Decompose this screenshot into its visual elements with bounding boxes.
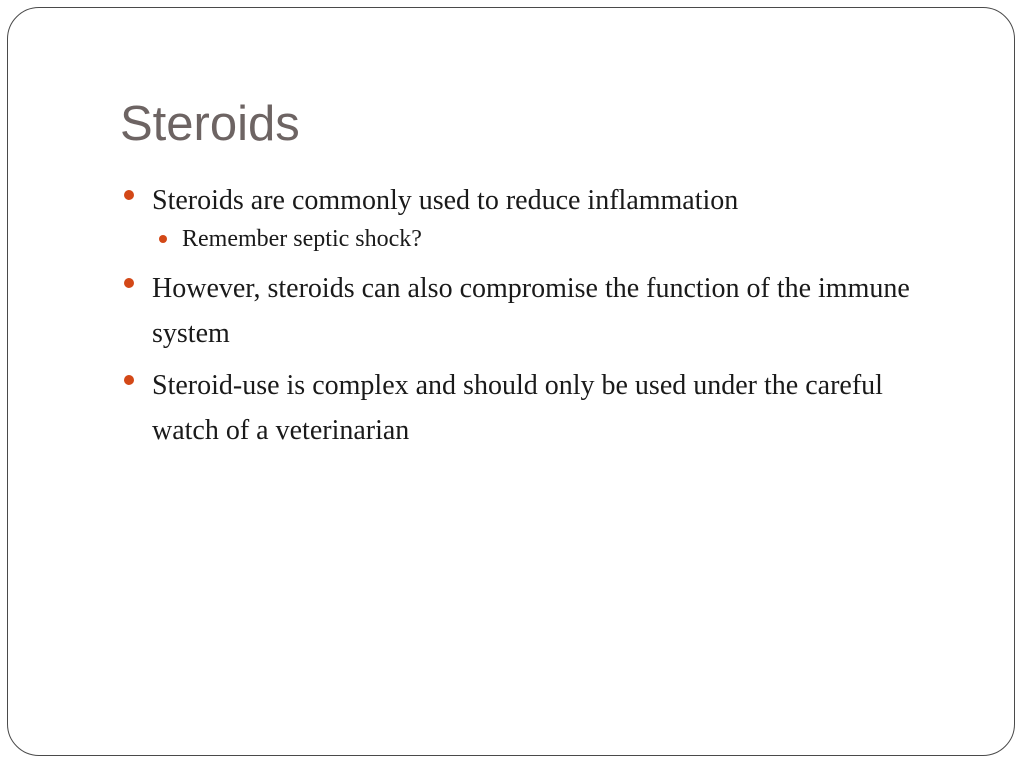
bullet-item: [120, 266, 940, 356]
slide-title: Steroids: [120, 97, 300, 151]
bullet-list: [120, 178, 940, 453]
sub-bullet-text: Remember septic shock?: [182, 226, 422, 252]
sub-bullet-list: [152, 219, 940, 259]
bullet-dot-icon: [124, 278, 134, 288]
bullet-item: [120, 363, 940, 453]
bullet-dot-icon: [124, 190, 134, 200]
bullet-dot-icon: [124, 375, 134, 385]
sub-bullet-dot-icon: [159, 235, 167, 243]
bullet-item: [120, 178, 940, 259]
sub-bullet-item: [152, 219, 940, 259]
slide-frame: [7, 7, 1015, 756]
bullet-text: However, steroids can also compromise the function of the immune system: [152, 273, 910, 349]
bullet-text: Steroid-use is complex and should only be used under the careful watch of a veterinarian: [152, 370, 883, 446]
bullet-text: Steroids are commonly used to reduce inflammation: [152, 185, 739, 216]
